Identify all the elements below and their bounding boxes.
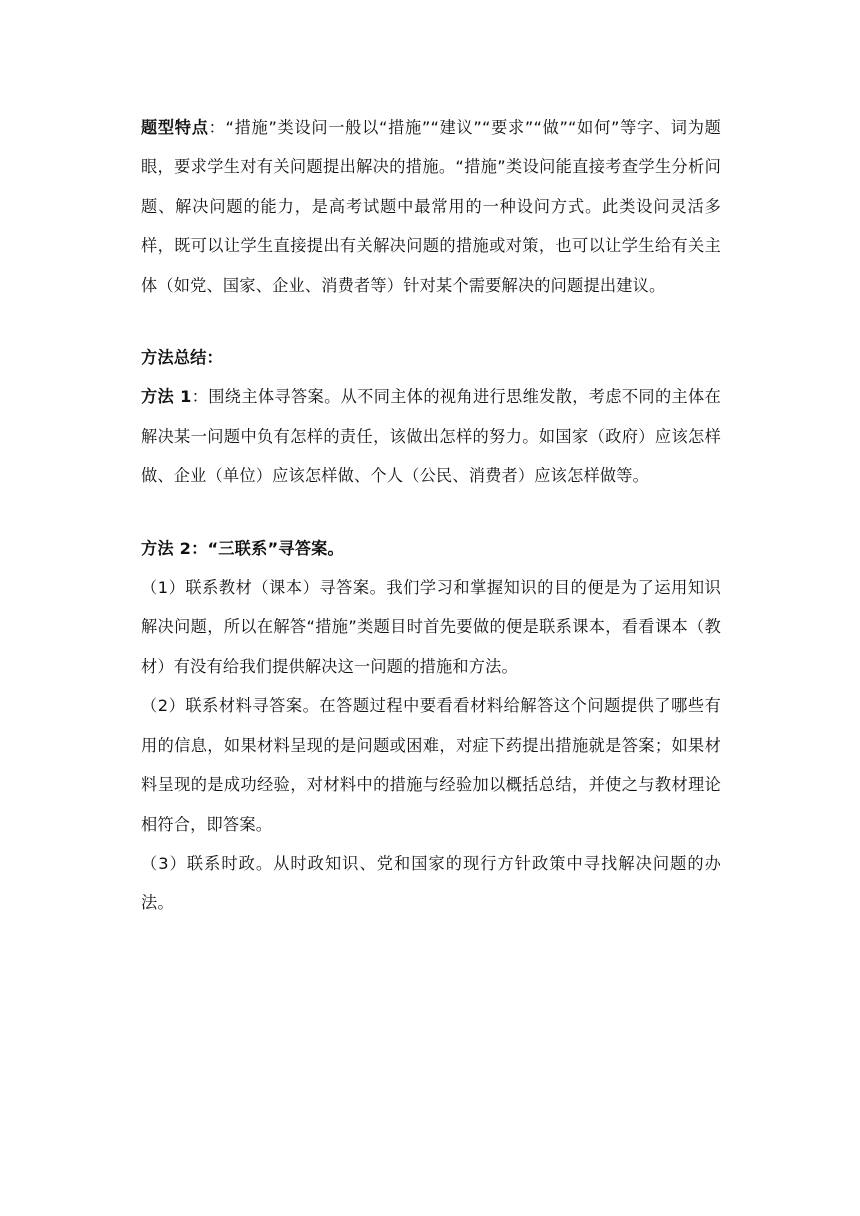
features-paragraph: [141, 108, 721, 305]
method1-label: 方法 1: [141, 387, 192, 407]
method1-text: ：围绕主体寻答案。从不同主体的视角进行思维发散，考虑不同的主体在解决某一问题中负有怎样的责任，该做出怎样的努力。如国家（政府）应该怎样做、企业（单位）应该怎样做、个人（公民、消费者）应该怎样做等。: [141, 387, 721, 486]
method2-item-3: （3）联系时政。从时政知识、党和国家的现行方针政策中寻找解决问题的办法。: [141, 853, 721, 913]
method2-item-2: （2）联系材料寻答案。在答题过程中要看看材料给解答这个问题提供了哪些有用的信息，如果材料呈现的是问题或困难，对症下药提出措施就是答案；如果材料呈现的是成功经验，对材料中的措施与经验加以概括总结，并使之与教材理论相符合，即答案。: [141, 696, 721, 834]
features-label: 题型特点: [141, 118, 209, 137]
method1-paragraph: [141, 377, 721, 495]
method2-item-1: （1）联系教材（课本）寻答案。我们学习和掌握知识的目的便是为了运用知识解决问题，所以在解答“措施”类题目时首先要做的便是联系课本，看看课本（教材）有没有给我们提供解决这一问题的措施和方法。: [141, 578, 721, 676]
features-text: ：“措施”类设问一般以“措施”“建议”“要求”“做”“如何”等字、词为题眼，要求学生对有关问题提出解决的措施。“措施”类设问能直接考查学生分析问题、解决问题的能力，是高考试题中最常用的一种设问方式。此类设问灵活多样，既可以让学生直接提出有关解决问题的措施或对策，也可以让学生给有关主体（如党、国家、企业、消费者等）针对某个需要解决的问题提出建议。: [141, 118, 721, 295]
method2-heading: 方法 2：“三联系”寻答案。: [141, 538, 344, 558]
document-page: [141, 108, 721, 923]
method-summary-heading: 方法总结：: [141, 348, 223, 368]
